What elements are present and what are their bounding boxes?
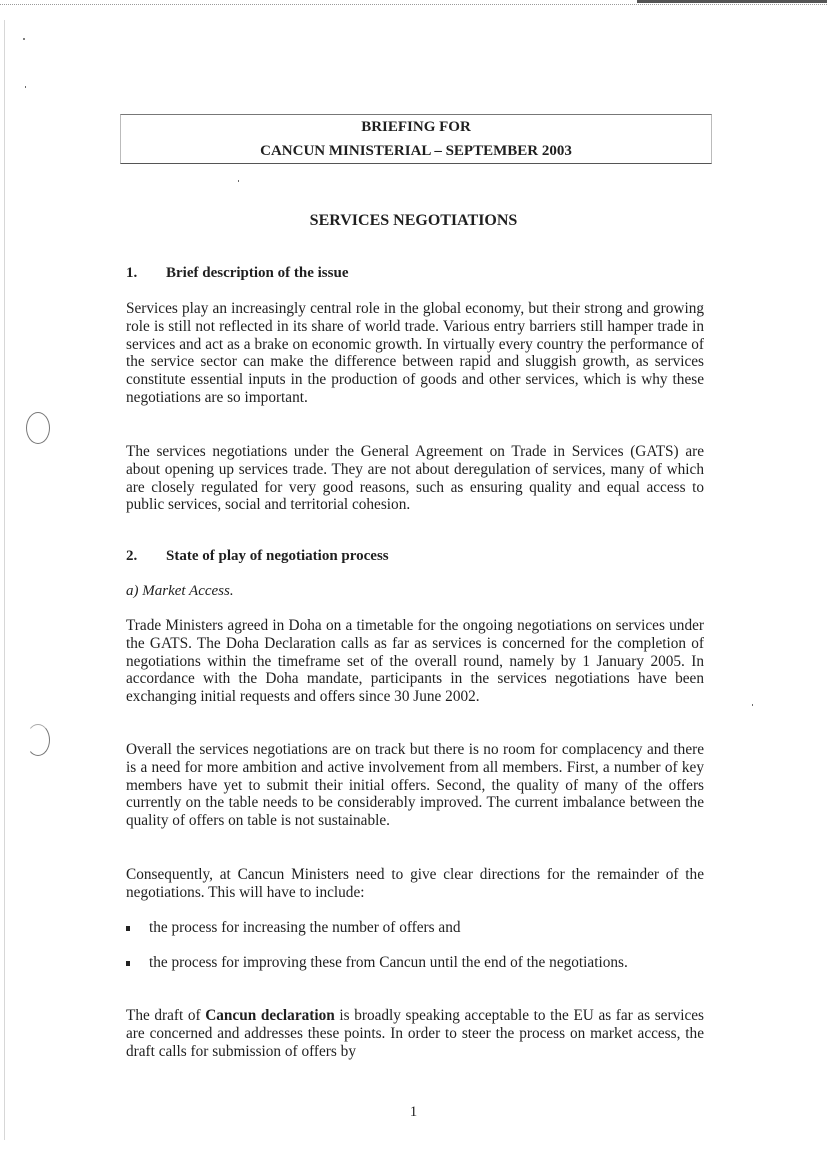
section-1-title: Brief description of the issue — [166, 265, 349, 281]
list-item-text: the process for increasing the number of offers and — [149, 919, 461, 936]
scan-speck — [23, 38, 25, 40]
section-2-paragraph-2: Overall the services negotiations are on track but there is no room for complacency and there is a need for more ambition and active involvement from all members. First, a number of key members have yet to submit their initial offers. Second, the quality of many of the offers currently on the table needs to be considerably improved. The current imbalance between the quality of offers on table is not sustainable. — [126, 741, 704, 830]
closing-text-start: The draft of — [126, 1007, 206, 1024]
document-title: SERVICES NEGOTIATIONS — [309, 212, 518, 229]
section-1-paragraph-2: The services negotiations under the General Agreement on Trade in Services (GATS) are about opening up services trade. They are not about deregulation of services, many of which are closely regulated for very good reasons, such as ensuring quality and equal access to public services, social and territorial cohesion. — [126, 443, 704, 514]
section-2-number: 2. — [126, 548, 138, 564]
scan-left-edge — [4, 20, 5, 1140]
punch-hole-upper — [26, 412, 50, 444]
punch-hole-lower — [26, 724, 50, 756]
briefing-header-line2: CANCUN MINISTERIAL – SEPTEMBER 2003 — [260, 143, 572, 159]
section-2-subheading: a) Market Access. — [126, 583, 234, 599]
section-1-heading — [126, 265, 348, 282]
list-item — [126, 954, 704, 972]
section-2-paragraph-3: Consequently, at Cancun Ministers need to give clear directions for the remainder of the negotiations. This will have to include: — [126, 866, 704, 901]
section-2-heading — [126, 548, 389, 565]
scan-speck — [25, 86, 26, 88]
closing-text-bold: Cancun declaration — [205, 1007, 335, 1024]
scan-top-edge — [0, 0, 827, 5]
list-item-text: the process for improving these from Cancun until the end of the negotiations. — [149, 954, 628, 971]
scan-speck — [752, 704, 753, 706]
page-number: 1 — [409, 1104, 418, 1120]
section-1-paragraph-1: Services play an increasingly central role in the global economy, but their strong and growing role is still not reflected in its share of world trade. Various entry barriers still hamper trade in services and act as a brake on economic growth. In virtually every country the performance of the service sector can make the difference between rapid and sluggish growth, as services constitute essential inputs in the production of goods and other services, which is why these negotiations are so important. — [126, 300, 704, 406]
section-2-closing-paragraph — [126, 1007, 704, 1060]
briefing-header-box — [120, 114, 712, 164]
section-1-number: 1. — [126, 265, 138, 281]
section-2-paragraph-1: Trade Ministers agreed in Doha on a timetable for the ongoing negotiations on services under the GATS. The Doha Declaration calls as far as services is concerned for the completion of negotiations within the timeframe set of the overall round, namely by 1 January 2005. In accordance with the Doha mandate, participants in the services negotiations have been exchanging initial requests and offers since 30 June 2002. — [126, 617, 704, 706]
briefing-header-line1: BRIEFING FOR — [361, 119, 471, 135]
section-2-title: State of play of negotiation process — [166, 548, 389, 564]
bullet-square-icon — [126, 926, 130, 931]
scan-speck — [238, 180, 239, 182]
closing-text-end: is broadly speaking acceptable to the EU as far as services are concerned and addresses these points. In order to steer the process on market access, the draft calls for submission of offers by — [126, 1007, 704, 1060]
bullet-square-icon — [126, 961, 130, 966]
list-item — [126, 919, 704, 937]
